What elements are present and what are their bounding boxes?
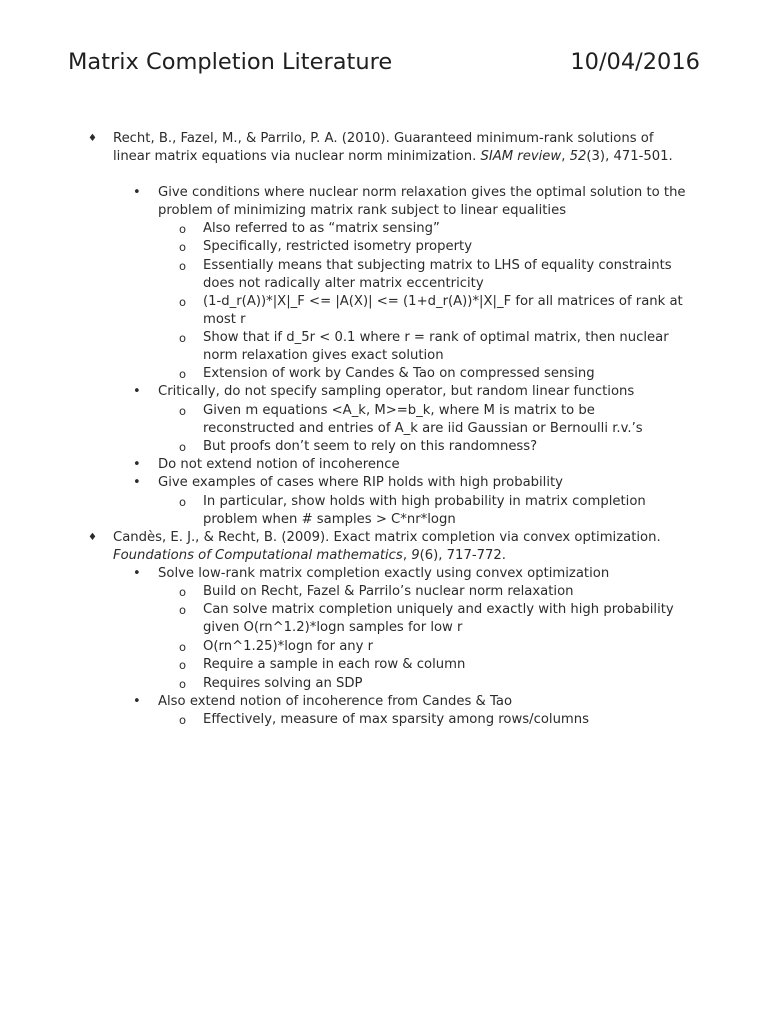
circle-bullet-icon: o: [179, 331, 187, 345]
circle-bullet-icon: o: [179, 585, 187, 599]
journal-volume: 9: [411, 548, 420, 564]
circle-bullet-icon: o: [179, 713, 187, 727]
circle-bullet-icon: o: [179, 404, 187, 418]
reference-citation: Recht, B., Fazel, M., & Parrilo, P. A. (2010). Guaranteed minimum-rank solutions of linear matrix equations via nuclear norm minimization. SIAM review, 52(3), 471-501.: [113, 131, 673, 165]
page-title: Matrix Completion Literature: [68, 49, 393, 75]
circle-bullet-icon: o: [179, 222, 187, 236]
circle-bullet-icon: o: [179, 240, 187, 254]
dot-bullet-icon: •: [133, 475, 141, 490]
reference-citation: Candès, E. J., & Recht, B. (2009). Exact matrix completion via convex optimization. Foundations of Computational mathematics, 9(6), 717-772.: [113, 530, 661, 564]
diamond-bullet-icon: ♦: [88, 133, 97, 144]
dot-bullet-icon: •: [133, 457, 141, 472]
circle-bullet-icon: o: [179, 295, 187, 309]
journal-name: Foundations of Computational mathematics: [113, 548, 403, 564]
dot-bullet-icon: •: [133, 566, 141, 581]
circle-bullet-icon: o: [179, 259, 187, 273]
page-date: 10/04/2016: [570, 49, 700, 75]
dot-bullet-icon: •: [133, 694, 141, 709]
circle-bullet-icon: o: [179, 658, 187, 672]
dot-bullet-icon: •: [133, 384, 141, 399]
circle-bullet-icon: o: [179, 603, 187, 617]
diamond-bullet-icon: ♦: [88, 532, 97, 543]
circle-bullet-icon: o: [179, 640, 187, 654]
circle-bullet-icon: o: [179, 495, 187, 509]
circle-bullet-icon: o: [179, 677, 187, 691]
dot-bullet-icon: •: [133, 185, 141, 200]
journal-name: SIAM review: [480, 149, 562, 165]
circle-bullet-icon: o: [179, 367, 187, 381]
journal-volume: 52: [569, 149, 587, 165]
circle-bullet-icon: o: [179, 440, 187, 454]
